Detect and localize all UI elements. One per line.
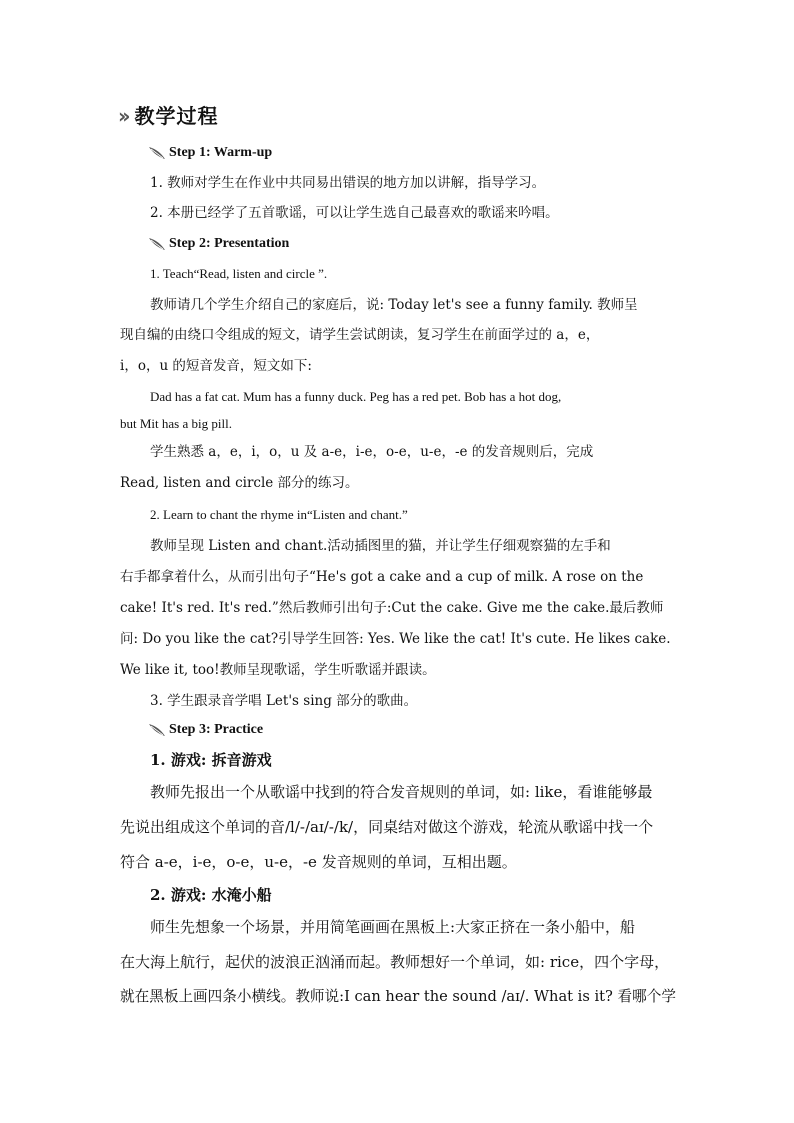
step-1-heading: [148, 145, 272, 161]
step-2-line-13: 问: Do you like the cat?引导学生回答: Yes. We like the cat! It's cute. He likes cake.: [120, 631, 671, 647]
step-2-line-14: We like it, too!教师呈现歌谣，学生听歌谣并跟读。: [120, 662, 436, 678]
step-2-line-6: but Mit has a big pill.: [120, 416, 232, 431]
step-3-heading: [148, 722, 263, 738]
step-2-line-12: cake! It's red. It's red.”然后教师引出句子:Cut the cake. Give me the cake.最后教师: [120, 600, 664, 616]
game-1-line-3: 符合 a-e，i-e，o-e，u-e，-e 发音规则的单词，互相出题。: [120, 853, 517, 871]
step-2-line-10: 教师呈现 Listen and chant.活动插图里的猫，并让学生仔细观察猫的左手和: [150, 538, 611, 554]
step-2-line-2: 教师请几个学生介绍自己的家庭后，说: Today let's see a funny family. 教师呈: [150, 297, 638, 313]
step-2-line-9: 2. Learn to chant the rhyme in“Listen and chant.”: [150, 507, 408, 522]
step-2-heading: [148, 236, 289, 252]
game-2-line-1: 师生先想象一个场景，并用简笔画画在黑板上:大家正挤在一条小船中，船: [150, 918, 636, 936]
feather-pen-icon: [148, 237, 166, 251]
step-2-line-11: 右手都拿着什么，从而引出句子“He's got a cake and a cup of milk. A rose on the: [120, 569, 644, 585]
step-1-title: Step 1: Warm-up: [169, 145, 273, 160]
step-1-line-1: 1. 教师对学生在作业中共同易出错误的地方加以讲解，指导学习。: [150, 175, 546, 191]
double-chevron-icon: ››: [118, 104, 127, 128]
step-3-title: Step 3: Practice: [169, 722, 264, 737]
section-title-text: 教学过程: [134, 104, 219, 128]
game-1-title: 1. 游戏: 拆音游戏: [150, 751, 272, 769]
step-2-line-15: 3. 学生跟录音学唱 Let's sing 部分的歌曲。: [150, 693, 418, 709]
step-2-line-3: 现自编的由绕口令组成的短文，请学生尝试朗读，复习学生在前面学过的 a，e，: [120, 327, 600, 343]
step-2-line-8: Read, listen and circle 部分的练习。: [120, 475, 359, 491]
feather-pen-icon: [148, 146, 166, 160]
game-2-line-2: 在大海上航行，起伏的波浪正汹涌而起。教师想好一个单词，如: rice，四个字母，: [120, 953, 670, 971]
feather-pen-icon: [148, 723, 166, 737]
game-1-line-1: 教师先报出一个从歌谣中找到的符合发音规则的单词，如: like，看谁能够最: [150, 783, 653, 801]
game-2-line-3: 就在黑板上画四条小横线。教师说:I can hear the sound /aɪ/. What is it? 看哪个学: [120, 987, 676, 1005]
step-2-line-5: Dad has a fat cat. Mum has a funny duck. Peg has a red pet. Bob has a hot dog,: [150, 389, 562, 404]
step-2-line-1: 1. Teach“Read, listen and circle ”.: [150, 266, 328, 281]
game-2-title: 2. 游戏: 水淹小船: [150, 886, 272, 904]
game-1-line-2: 先说出组成这个单词的音/l/-/aɪ/-/k/，同桌结对做这个游戏，轮流从歌谣中找一个: [120, 818, 654, 836]
step-2-line-7: 学生熟悉 a，e，i，o，u 及 a-e，i-e，o-e，u-e，-e 的发音规则后，完成: [150, 444, 594, 460]
step-2-title: Step 2: Presentation: [169, 236, 290, 251]
step-1-line-2: 2. 本册已经学了五首歌谣，可以让学生选自己最喜欢的歌谣来吟唱。: [150, 205, 559, 221]
step-2-line-4: i，o，u 的短音发音，短文如下:: [120, 358, 312, 374]
section-heading: [118, 100, 218, 129]
